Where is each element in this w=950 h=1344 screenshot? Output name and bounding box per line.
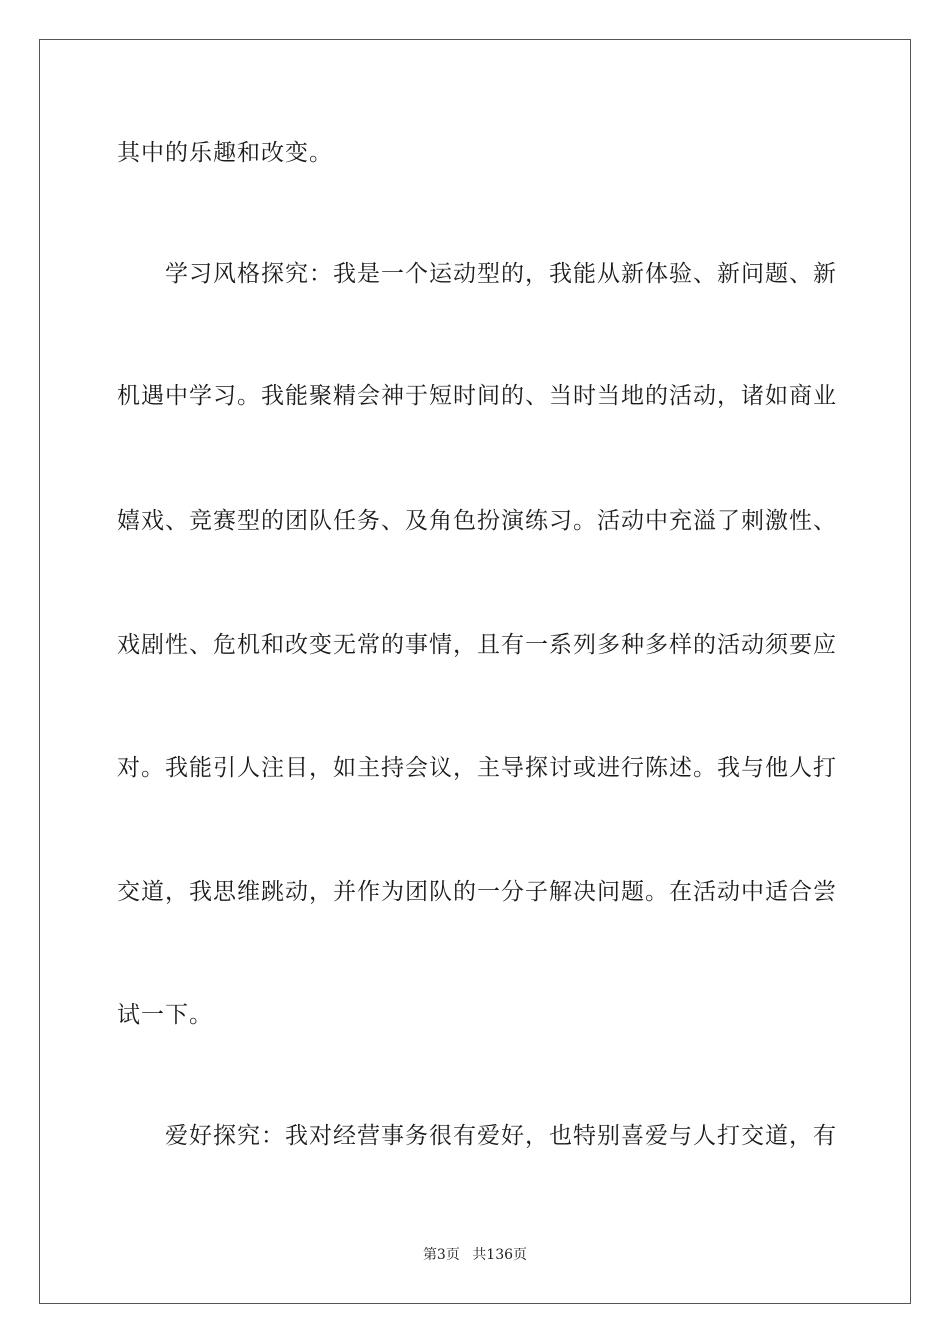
page-number: 第3页 [422, 1247, 460, 1263]
paragraph-line-7: 交道，我思维跳动，并作为团队的一分子解决问题。在活动中适合尝 [117, 879, 837, 905]
paragraph-line-3: 机遇中学习。我能聚精会神于短时间的、当时当地的活动，诸如商业 [117, 383, 837, 409]
page-border [39, 39, 911, 1304]
paragraph-line-9: 爱好探究：我对经营事务很有爱好，也特别喜爱与人打交道，有 [165, 1123, 837, 1149]
page-total: 共136页 [472, 1247, 528, 1263]
paragraph-line-4: 嬉戏、竞赛型的团队任务、及角色扮演练习。活动中充溢了刺激性、 [117, 508, 837, 534]
paragraph-line-8: 试一下。 [117, 1002, 213, 1028]
paragraph-line-1: 其中的乐趣和改变。 [117, 140, 333, 166]
page-footer [0, 1246, 950, 1264]
paragraph-line-5: 戏剧性、危机和改变无常的事情，且有一系列多种多样的活动须要应 [117, 632, 837, 658]
paragraph-line-6: 对。我能引人注目，如主持会议，主导探讨或进行陈述。我与他人打 [117, 755, 837, 781]
paragraph-line-2: 学习风格探究：我是一个运动型的，我能从新体验、新问题、新 [165, 261, 837, 287]
